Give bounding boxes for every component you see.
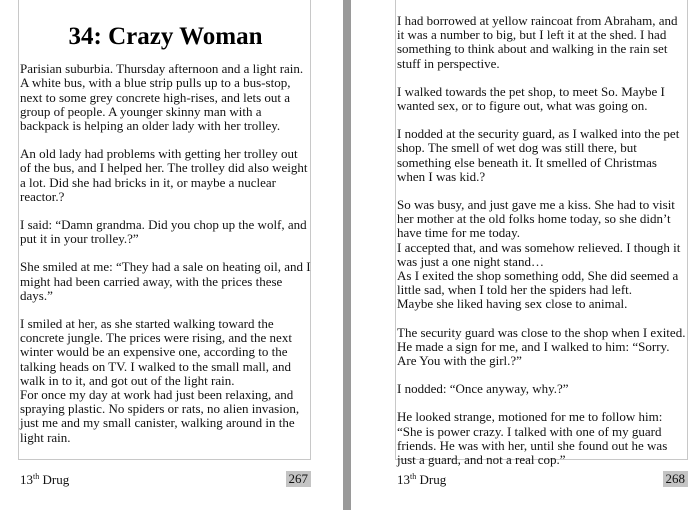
- book-title-suffix: th: [410, 472, 417, 481]
- page-number: 268: [663, 471, 689, 487]
- text-line: friends. He was with her, until she found out he was: [397, 437, 668, 453]
- text-line: was just a one night stand…: [397, 253, 544, 269]
- text-line: An old lady had problems with getting her trolley out: [20, 146, 298, 162]
- paragraph: [20, 317, 311, 445]
- text-line: shop. The smell of wet dog was still there, but: [397, 140, 637, 156]
- text-line: have time for me today.: [397, 225, 520, 241]
- text-line: it was a number to big, but I left it at the shed. I had: [397, 27, 667, 43]
- text-line: light rain.: [20, 429, 71, 445]
- text-line: So was busy, and just gave me a kiss. She had to visit: [397, 197, 675, 213]
- text-line: days.”: [20, 287, 53, 303]
- text-line: group of people. A younger skinny man with a: [20, 103, 262, 119]
- text-line: I nodded at the security guard, as I walked into the pet: [397, 126, 680, 142]
- text-line: He looked strange, motioned for me to follow him:: [397, 409, 663, 425]
- text-line: winter would be an expensive one, according to the: [20, 344, 288, 360]
- text-line: might had been carried away, with the prices these: [20, 273, 283, 289]
- text-line: Parisian suburbia. Thursday afternoon and a light rain.: [20, 61, 304, 77]
- page-268: [371, 0, 700, 510]
- book-title-word: Drug: [39, 472, 70, 487]
- text-line: of the bus, and I helped her. The trolley did also weight: [20, 160, 308, 176]
- chapter-title: 34: Crazy Woman: [68, 23, 263, 50]
- paragraph: [20, 218, 311, 246]
- text-line: something to think about and walking in the rain set: [397, 41, 668, 57]
- text-line: put it in your trolley.?”: [20, 231, 139, 247]
- page-footer: [397, 472, 688, 488]
- divider-bar: [343, 0, 351, 510]
- book-title-number: 13: [20, 472, 33, 487]
- text-line: something else beneath it. It smelled of Christmas: [397, 154, 657, 170]
- text-line: I accepted that, and was somehow relieved. I though it: [397, 239, 681, 255]
- paragraph: [397, 14, 688, 71]
- text-line: For once my day at work had just been relaxing, and: [20, 387, 294, 403]
- text-line: I walked towards the pet shop, to meet So. Maybe I: [397, 83, 665, 99]
- text-line: I nodded: “Once anyway, why.?”: [397, 381, 569, 397]
- text-line: The security guard was close to the shop when I exited.: [397, 324, 686, 340]
- text-line: Are You with the girl.?”: [397, 353, 522, 369]
- book-title-word: Drug: [416, 472, 447, 487]
- text-line: little sad, when I told her the spiders had left.: [397, 282, 633, 298]
- paragraph: [397, 382, 688, 396]
- text-line: concrete jungle. The prices were rising, and the next: [20, 330, 292, 346]
- text-line: As I exited the shop something odd, She did seemed a: [397, 268, 679, 284]
- page-footer: [20, 472, 311, 488]
- text-line: I said: “Damn grandma. Did you chop up the wolf, and: [20, 217, 307, 233]
- page-267: [0, 0, 329, 510]
- text-line: a lot. Did she had bricks in it, or maybe a nuclear: [20, 174, 276, 190]
- text-line: when I was kid.?: [397, 168, 486, 184]
- paragraph: [397, 85, 688, 113]
- text-line: “She is power crazy. I talked with one of my guard: [397, 423, 662, 439]
- paragraph: [397, 198, 688, 312]
- paragraph: [397, 127, 688, 184]
- text-line: her mother at the old folks home today, so she didn’t: [397, 211, 671, 227]
- text-line: I smiled at her, as she started walking toward the: [20, 316, 274, 332]
- text-line: stuff in perspective.: [397, 55, 500, 71]
- text-line: reactor.?: [20, 188, 65, 204]
- text-line: just a guard, and not a real cop.”: [397, 452, 566, 468]
- page-content: [20, 0, 311, 445]
- text-line: just me and my small canister, walking around in the: [20, 415, 295, 431]
- book-title-number: 13: [397, 472, 410, 487]
- text-line: A white bus, with a blue strip pulls up to a bus-stop,: [20, 75, 291, 91]
- book-title-suffix: th: [33, 472, 40, 481]
- paragraph: [20, 260, 311, 303]
- text-line: spraying plastic. No spiders or rats, no alien invasion,: [20, 401, 300, 417]
- page-divider: [329, 0, 371, 510]
- page-content: [397, 14, 688, 467]
- book-title: [397, 472, 446, 488]
- paragraph: [397, 410, 688, 467]
- text-line: walk in to it, and got out of the light rain.: [20, 372, 235, 388]
- text-line: She smiled at me: “They had a sale on heating oil, and I: [20, 259, 311, 275]
- text-line: Maybe she liked having sex close to animal.: [397, 296, 628, 312]
- paragraph: [20, 147, 311, 204]
- book-title: [20, 472, 69, 488]
- text-line: backpack is helping an older lady with her trolley.: [20, 118, 281, 134]
- paragraph: [20, 62, 311, 133]
- text-line: next to some grey concrete high-rises, and lets out a: [20, 89, 291, 105]
- text-line: I had borrowed at yellow raincoat from Abraham, and: [397, 13, 678, 28]
- text-line: wanted sex, or to figure out, what was going on.: [397, 98, 648, 114]
- page-number: 267: [286, 471, 312, 487]
- text-line: talking heads on TV. I walked to the small mall, and: [20, 358, 292, 374]
- text-line: He made a sign for me, and I walked to him: “Sorry.: [397, 338, 670, 354]
- paragraph: [397, 326, 688, 369]
